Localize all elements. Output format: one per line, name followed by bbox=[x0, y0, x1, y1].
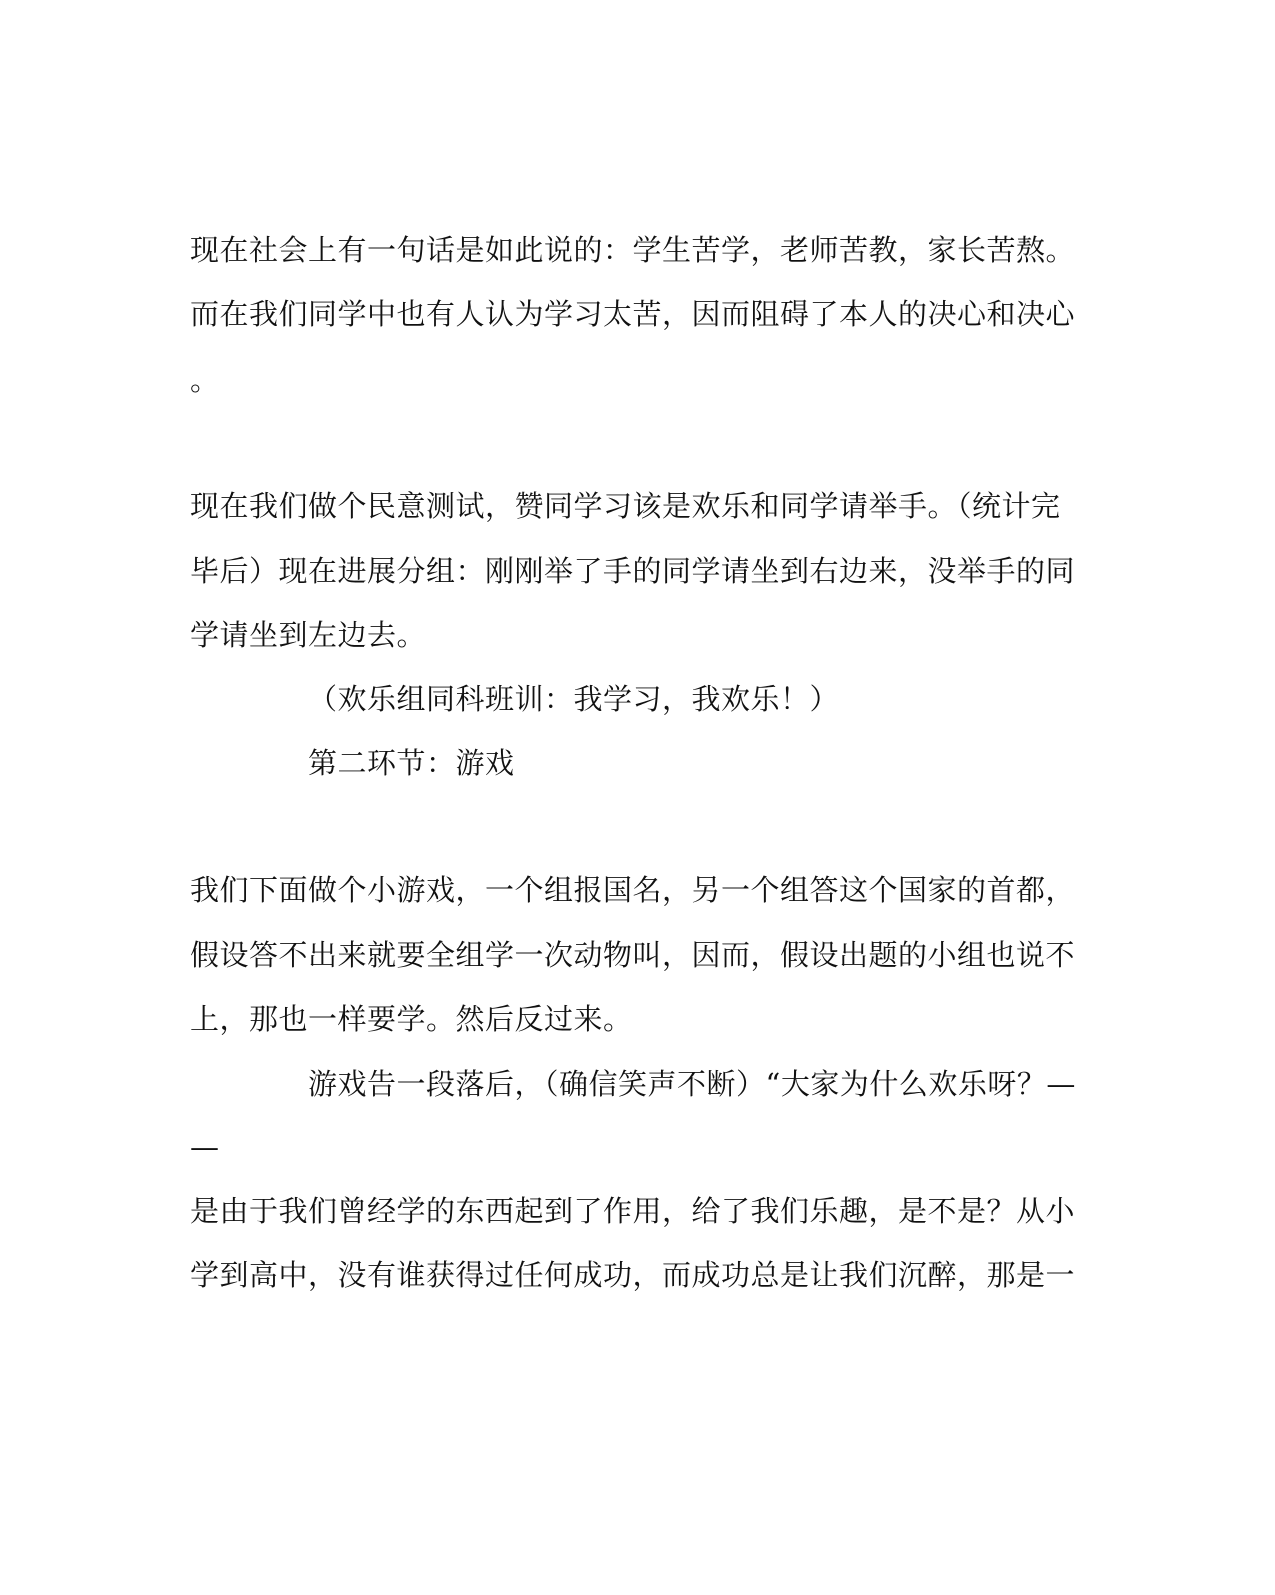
text-line-12: 游戏告一段落后，（确信笑声不断）“大家为什么欢乐呀？— bbox=[308, 1067, 1076, 1101]
text-line-10: 假设答不出来就要全组学一次动物叫，因而，假设出题的小组也说不 bbox=[190, 938, 1076, 972]
section-heading: 第二环节：游戏 bbox=[308, 746, 515, 780]
text-line-3: 。 bbox=[190, 363, 220, 397]
text-line-11: 上，那也一样要学。然后反过来。 bbox=[190, 1002, 633, 1036]
text-line-1: 现在社会上有一句话是如此说的：学生苦学，老师苦教，家长苦熬。 bbox=[190, 233, 1076, 267]
text-line-14: 是由于我们曾经学的东西起到了作用，给了我们乐趣，是不是？从小 bbox=[190, 1194, 1076, 1228]
text-line-9: 我们下面做个小游戏，一个组报国名，另一个组答这个国家的首都， bbox=[190, 873, 1076, 907]
text-line-4: 现在我们做个民意测试，赞同学习该是欢乐和同学请举手。（统计完 bbox=[190, 489, 1061, 523]
text-line-2: 而在我们同学中也有人认为学习太苦，因而阻碍了本人的决心和决心 bbox=[190, 297, 1076, 331]
text-line-6: 学请坐到左边去。 bbox=[190, 618, 427, 652]
text-line-5: 毕后）现在进展分组：刚刚举了手的同学请坐到右边来，没举手的同 bbox=[190, 554, 1076, 588]
text-line-7: （欢乐组同科班训：我学习，我欢乐！） bbox=[308, 682, 840, 716]
text-line-13: — bbox=[190, 1130, 220, 1164]
text-line-15: 学到高中，没有谁获得过任何成功，而成功总是让我们沉醉，那是一 bbox=[190, 1258, 1076, 1292]
